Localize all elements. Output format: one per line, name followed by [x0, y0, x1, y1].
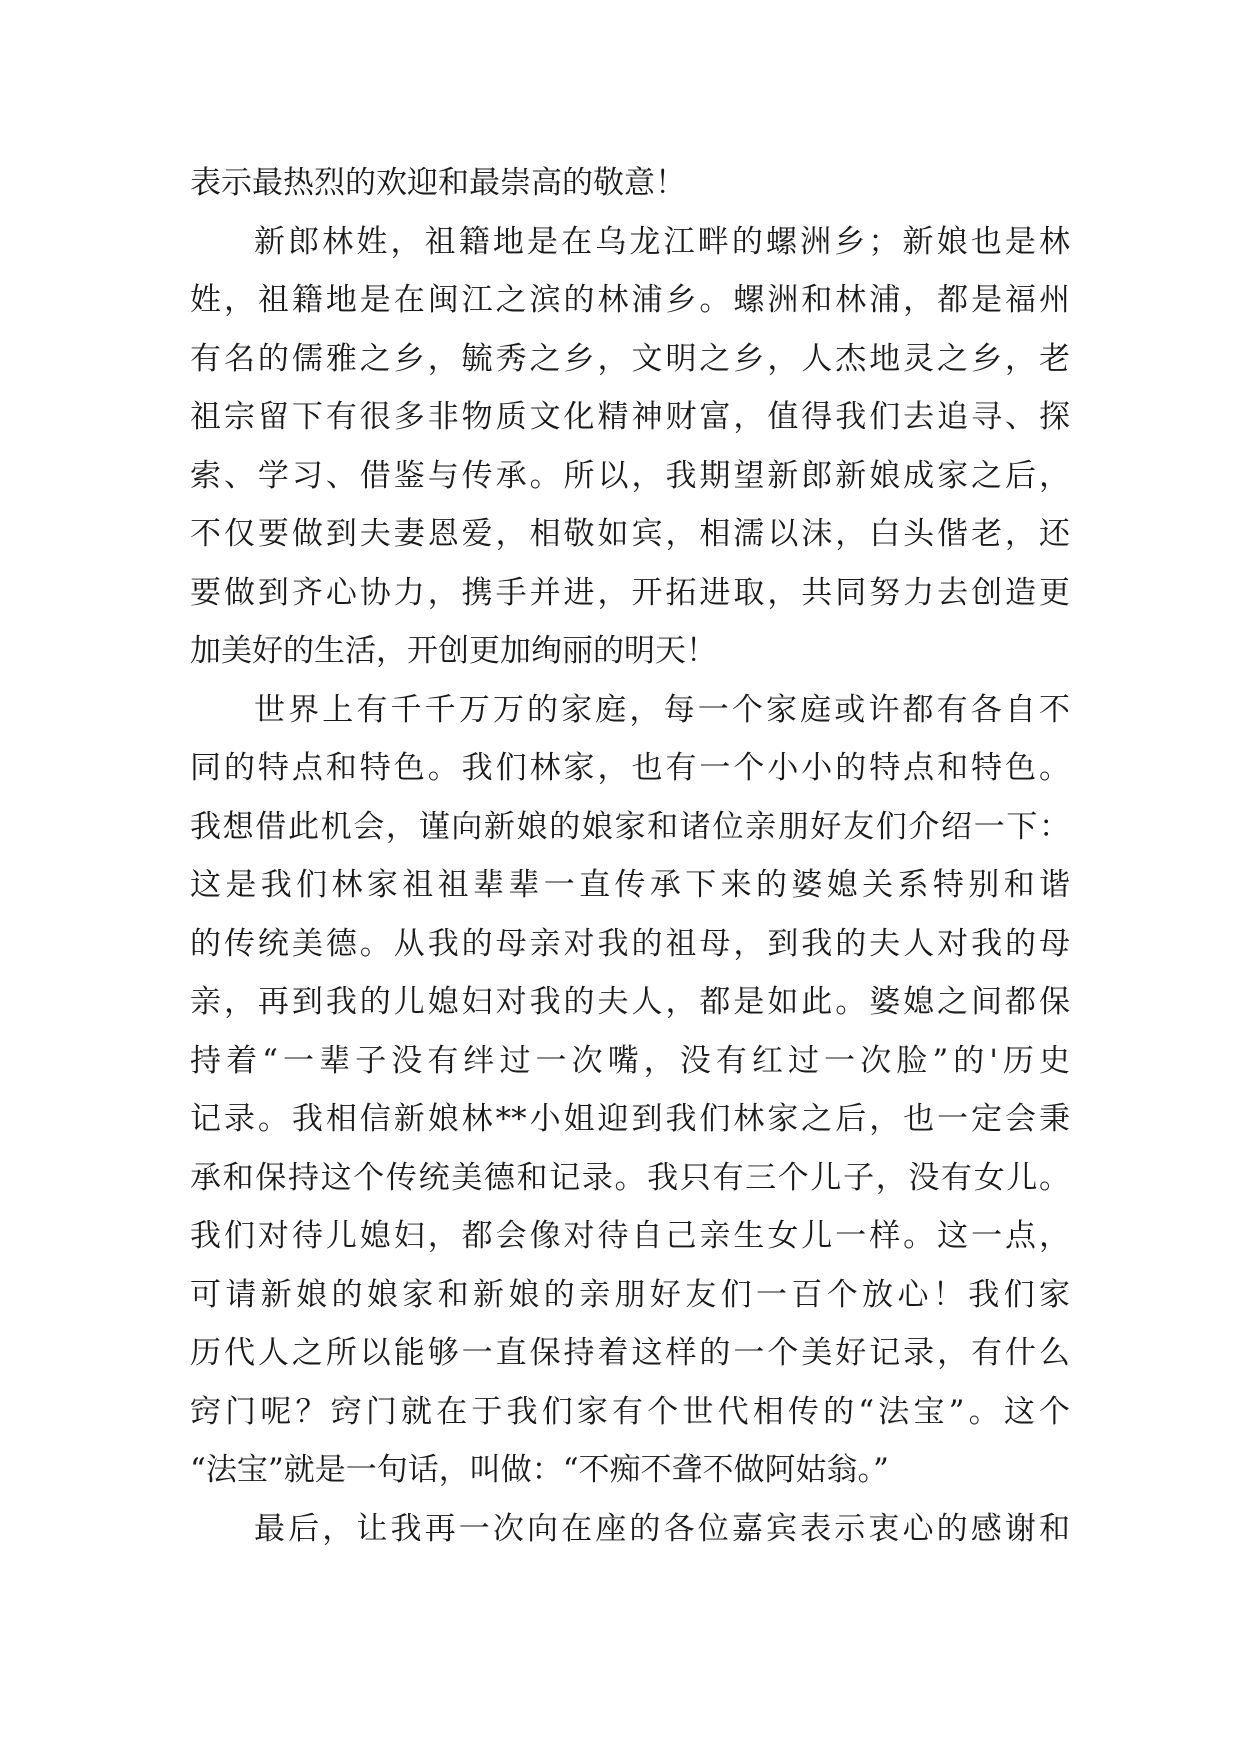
- paragraph-first-line: 世界上有千千万万的家庭，每一个家庭或许都有各自不: [254, 691, 1070, 728]
- text-line: 有名的儒雅之乡，毓秀之乡，文明之乡，人杰地灵之乡，老: [190, 340, 1070, 377]
- text-line: 亲，再到我的儿媳妇对我的夫人，都是如此。婆媳之间都保: [190, 984, 1070, 1020]
- text-line: “法宝”就是一句话，叫做：“不痴不聋不做阿姑翁。”: [190, 1452, 889, 1488]
- text-line: 承和保持这个传统美德和记录。我只有三个儿子，没有女儿。: [190, 1159, 1070, 1196]
- text-line: 窍门呢？窍门就在于我们家有个世代相传的“法宝”。这个: [190, 1393, 1070, 1430]
- text-line: 我们对待儿媳妇，都会像对待自己亲生女儿一样。这一点，: [190, 1218, 1070, 1254]
- text-line: 不仅要做到夫妻恩爱，相敬如宾，相濡以沫，白头偕老，还: [190, 516, 1070, 552]
- text-line: 姓，祖籍地是在闽江之滨的林浦乡。螺洲和林浦，都是福州: [190, 282, 1070, 318]
- text-line: 持着“一辈子没有绊过一次嘴，没有红过一次脸”的'历史: [190, 1042, 1070, 1079]
- text-line: 可请新娘的娘家和新娘的亲朋好友们一百个放心！我们家: [190, 1276, 1070, 1313]
- text-line: 要做到齐心协力，携手并进，开拓进取，共同努力去创造更: [190, 574, 1070, 611]
- text-line: 这是我们林家祖祖辈辈一直传承下来的婆媳关系特别和谐: [190, 867, 1070, 903]
- paragraph-first-line: 最后，让我再一次向在座的各位嘉宾表示衷心的感谢和: [254, 1510, 1070, 1547]
- text-line: 记录。我相信新娘林**小姐迎到我们林家之后，也一定会秉: [190, 1101, 1070, 1137]
- text-line: 我想借此机会，谨向新娘的娘家和诸位亲朋好友们介绍一下：: [190, 808, 1070, 845]
- text-line: 同的特点和特色。我们林家，也有一个小小的特点和特色。: [190, 750, 1070, 786]
- text-line: 历代人之所以能够一直保持着这样的一个美好记录，有什么: [190, 1335, 1070, 1371]
- text-line: 加美好的生活，开创更加绚丽的明天！: [190, 633, 717, 669]
- text-line: 索、学习、借鉴与传承。所以，我期望新郎新娘成家之后，: [190, 457, 1070, 494]
- text-line: 的传统美德。从我的母亲对我的祖母，到我的夫人对我的母: [190, 925, 1070, 962]
- paragraph-first-line: 新郎林姓，祖籍地是在乌龙江畔的螺洲乡；新娘也是林: [254, 223, 1070, 260]
- text-line: 祖宗留下有很多非物质文化精神财富，值得我们去追寻、探: [190, 399, 1070, 435]
- text-line: 表示最热烈的欢迎和最崇高的敬意！: [190, 165, 686, 201]
- body-text: [190, 154, 1070, 1558]
